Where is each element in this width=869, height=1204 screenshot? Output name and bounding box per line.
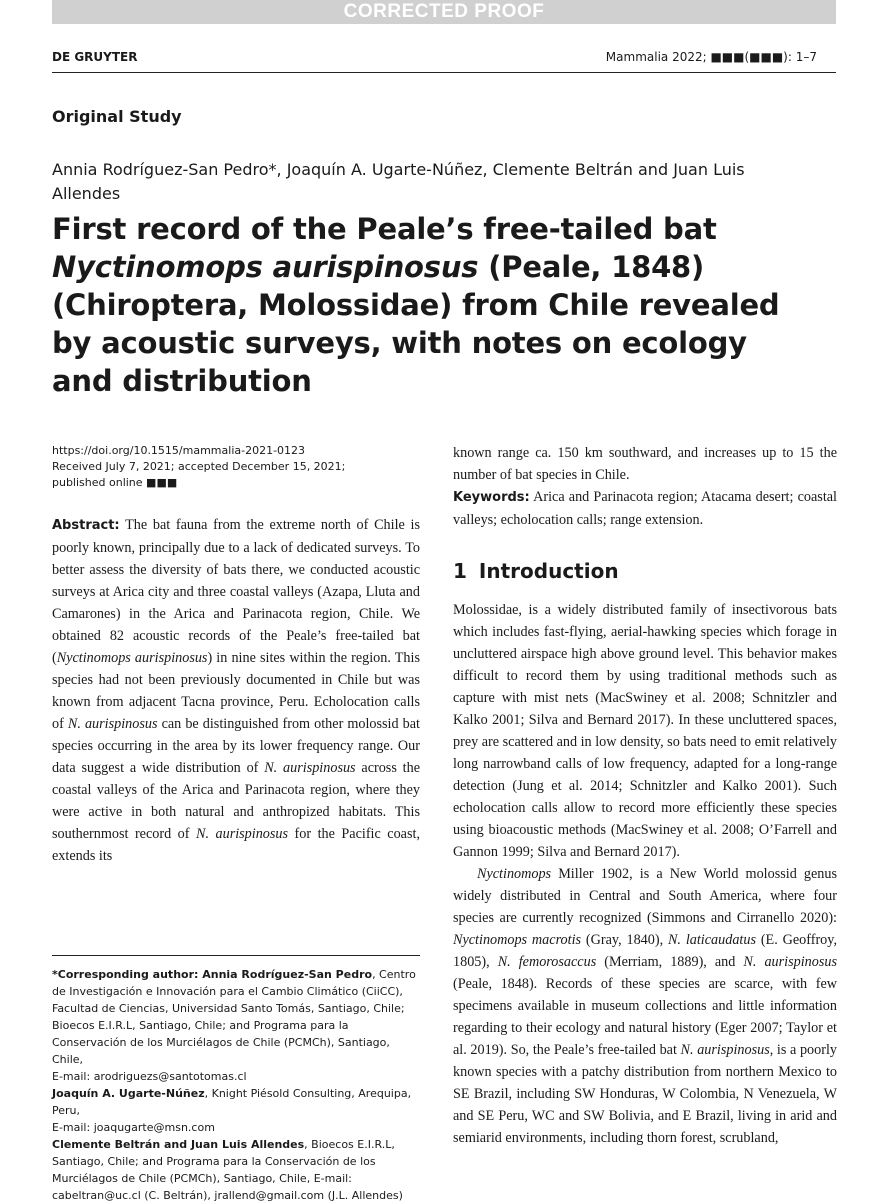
footnote-author-2	[52, 1085, 422, 1119]
species-name: N. aurispinosus	[196, 826, 289, 842]
intro-paragraph-1: Molossidae, is a widely distributed family of insectivorous bats which includes fast-flying, aerial-hawking species which forage in uncluttered airspace high above ground level. This behavior makes difficult to record them by using traditional methods such as capture with mist nets (MacSwiney et al. 2008; Schnitzler and Kalko 2001; Silva and Bernard 2017). In these uncluttered spaces, prey are scattered and in low density, so bats need to emit relatively long narrowband calls of low frequency, adapted for a long-range detection (Jung et al. 2014; Schnitzler and Kalko 2001). Such echolocation calls allow to record more efficiently these species using bioacoustic methods (MacSwiney et al. 2008; O’Farrell and Gannon 1999; Silva and Bernard 2017).	[453, 602, 837, 860]
article-type: Original Study	[52, 107, 182, 126]
article-title	[52, 210, 812, 400]
received-dates: Received July 7, 2021; accepted December 15, 2021;	[52, 460, 346, 473]
species-name: N. aurispinosus	[743, 954, 837, 970]
footnote-rule	[52, 955, 420, 956]
right-column	[453, 442, 837, 1149]
paragraph-text: (Merriam, 1889), and	[596, 954, 744, 970]
section-number: 1	[453, 559, 467, 583]
abstract-text: across the coastal valleys of the Arica and Parinacota region, where they were active in both natural and anthropized habitats. This southernmost record of	[52, 760, 420, 842]
paragraph-text: (Gray, 1840),	[581, 932, 668, 948]
footnote-affiliation: , Knight Piésold Consulting, Arequipa, Peru,	[52, 1087, 412, 1117]
paragraph-text: Miller 1902, is a New World molossid genus widely distributed in Central and South America, where four species are currently recognized (Simmons and Cirranello 2020):	[453, 866, 837, 926]
author-list: Annia Rodríguez-San Pedro*, Joaquín A. Ugarte-Núñez, Clemente Beltrán and Juan Luis Allendes	[52, 160, 745, 203]
intro-paragraph-2	[453, 863, 837, 1149]
paragraph-text: (E. Geoffroy, 1805),	[453, 932, 837, 970]
left-column	[52, 514, 420, 867]
doi-link[interactable]: https://doi.org/10.1515/mammalia-2021-0123	[52, 444, 306, 457]
keywords	[453, 486, 837, 531]
title-species: Nyctinomops aurispinosus	[52, 250, 479, 284]
footnote-author-name: *Corresponding author: Annia Rodríguez-San Pedro	[52, 968, 373, 981]
paragraph-text: (Peale, 1848). Records of these species are scarce, with few specimens available in museum collections and little information regarding to their ecology and natural history (Eger 2007; Taylor et al. 2019). So, the Peale’s free-tailed bat	[453, 976, 837, 1058]
abstract-text: for the Pacific coast, extends its	[52, 826, 420, 864]
keywords-text: Arica and Parinacota region; Atacama desert; coastal valleys; echolocation calls; range extension.	[453, 489, 837, 528]
species-name: N. aurispinosus	[67, 716, 158, 732]
abstract-text: ) in nine sites within the region. This species had not been previously documented in Chile but was known from adjacent Tacna province, Peru. Echolocation calls of	[52, 650, 420, 732]
footnote-affiliation: , Bioecos E.I.R.L, Santiago, Chile; and Programa para la Conservación de los Murciélagos de Chile (PCMCh), Santiago, Chile, E-mail: cabeltran@uc.cl (C. Beltrán), jrallend@gmail.com (J.L. Allendes)	[52, 1138, 403, 1202]
author-footnote	[52, 966, 422, 1204]
footnote-author-name: Joaquín A. Ugarte-Núñez	[52, 1087, 205, 1100]
abstract-label: Abstract:	[52, 518, 120, 533]
footnote-author-3	[52, 1136, 422, 1204]
species-name: N. aurispinosus	[680, 1042, 770, 1058]
species-name: N. laticaudatus	[667, 932, 756, 948]
abstract-continuation: known range ca. 150 km southward, and increases up to 15 the number of bat species in Chile.	[453, 445, 837, 483]
title-line1: First record of the Peale’s free-tailed bat	[52, 212, 717, 246]
species-name: Nyctinomops aurispinosus	[56, 650, 208, 666]
footnote-affiliation: , Centro de Investigación e Innovación para el Cambio Climático (CiiCC), Facultad de Ciencias, Universidad Santo Tomás, Santiago, Chile; Bioecos E.I.R.L, Santiago, Chile; and Programa para la Conservación de los Murciélagos de Chile (PCMCh), Santiago, Chile,	[52, 968, 416, 1066]
journal-citation: Mammalia 2022; ■■■(■■■): 1–7	[605, 50, 817, 64]
article-meta	[52, 443, 412, 491]
abstract	[52, 514, 420, 867]
abstract-text: The bat fauna from the extreme north of Chile is poorly known, principally due to a lack of dedicated surveys. To better assess the diversity of bats there, we conducted acoustic surveys at Arica city and three coastal valleys (Azapa, Lluta and Camarones) in the Arica and Parinacota region, Chile. We obtained 82 acoustic records of the Peale’s free-tailed bat (	[52, 517, 420, 666]
title-rest: (Peale, 1848) (Chiroptera, Molossidae) from Chile revealed by acoustic surveys, with notes on ecology and distribution	[52, 250, 780, 398]
abstract-text: can be distinguished from other molossid bat species occurring in the area by its lower frequency range. Our data suggest a wide distribution of	[52, 716, 420, 776]
header-rule	[52, 72, 836, 73]
species-name: Nyctinomops macrotis	[453, 932, 582, 948]
section-title: Introduction	[478, 559, 619, 583]
footnote-email[interactable]: E-mail: arodriguezs@santotomas.cl	[52, 1070, 247, 1083]
footnote-author-name: Clemente Beltrán and Juan Luis Allendes	[52, 1138, 305, 1151]
publisher-name: DE GRUYTER	[52, 50, 138, 64]
corrected-proof-banner: CORRECTED PROOF	[52, 0, 836, 24]
genus-name: Nyctinomops	[477, 866, 552, 882]
keywords-label: Keywords:	[453, 490, 530, 505]
species-name: N. femorosaccus	[497, 954, 597, 970]
published-date: published online ■■■	[52, 476, 178, 489]
footnote-corresponding	[52, 966, 422, 1068]
section-heading-introduction	[453, 559, 837, 583]
footnote-email[interactable]: E-mail: joaqugarte@msn.com	[52, 1121, 215, 1134]
species-name: N. aurispinosus	[264, 760, 356, 776]
paragraph-text: , is a poorly known species with a patchy distribution from northern Mexico to SE Brazil, including SW Honduras, W Colombia, N Venezuela, W and SE Peru, WC and SW Bolivia, and E Brazil, living in arid and semiarid environments, including thorn forest, scrubland,	[453, 1042, 837, 1146]
